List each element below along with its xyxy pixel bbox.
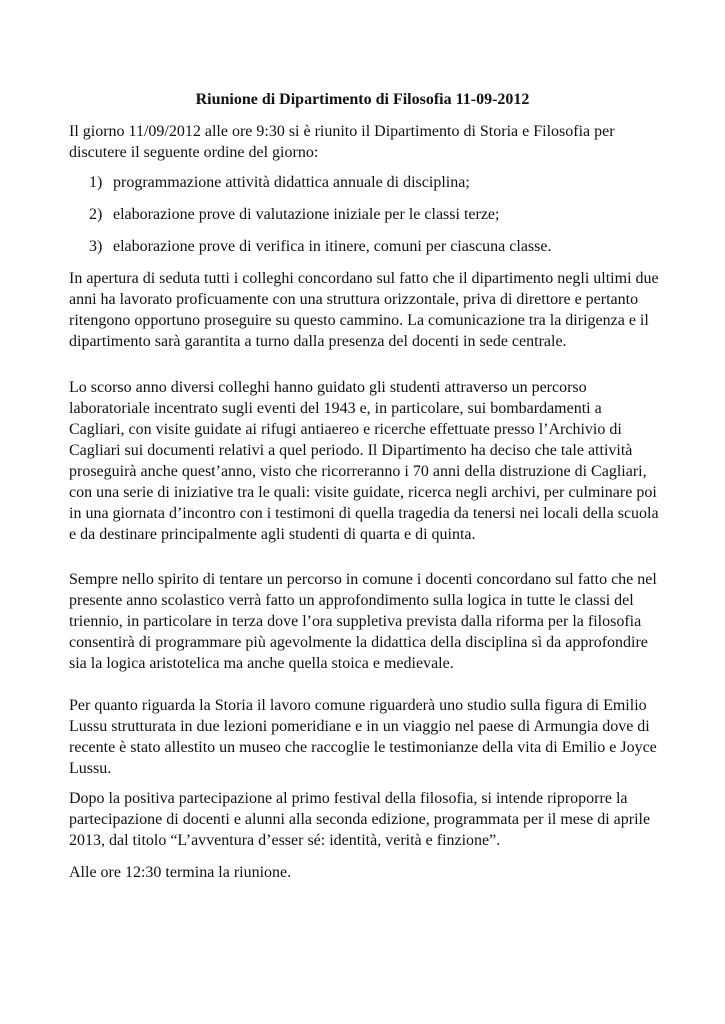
paragraph-cagliari: Lo scorso anno diversi colleghi hanno guidato gli studenti attraverso un percorso laboratoriale incentrato sugli eventi del 1943 e, in particolare, sui bombardamenti a Cagliari, con visite guidate ai rifugi antiaereo e ricerche effettuate presso l’Archivio di Cagliari sui documenti relativi a quel periodo. Il Dipartimento ha deciso che tale attività proseguirà anche quest’anno, visto che ricorreranno i 70 anni della distruzione di Cagliari, con una serie di iniziative tra le quali: visite guidate, ricerca negli archivi, per culminare poi in una giornata d’incontro con i testimoni di quella tragedia da tenersi nei locali della scuola e da destinare principalmente agli studenti di quarta e di quinta. (69, 379, 659, 543)
paragraph-festival: Dopo la positiva partecipazione al primo festival della filosofia, si intende riproporre la partecipazione di docenti e alunni alla seconda edizione, programmata per il mese di aprile 2013, dal titolo “L’avventura d’esser sé: identità, verità e finzione”. (69, 790, 651, 849)
paragraph-logica: Sempre nello spirito di tentare un percorso in comune i docenti concordano sul fatto che nel presente anno scolastico verrà fatto un approfondimento sulla logica in tutte le classi del triennio, in particolare in terza dove l’ora suppletiva prevista dalla riforma per la filosofia consentirà di programmare più agevolmente la didattica della disciplina sì da approfondire sia la logica aristotelica ma anche quella stoica e medievale. (69, 571, 657, 672)
agenda-number: 2) (89, 206, 103, 223)
intro-paragraph: Il giorno 11/09/2012 alle ore 9:30 si è riunito il Dipartimento di Storia e Filosofia per discutere il seguente ordine del giorno: (69, 123, 615, 161)
document-title: Riunione di Dipartimento di Filosofia 11-09-2012 (195, 91, 530, 108)
paragraph-storia: Per quanto riguarda la Storia il lavoro comune riguarderà uno studio sulla figura di Emilio Lussu strutturata in due lezioni pomeridiane e in un viaggio nel paese di Armungia dove di recente è stato allestito un museo che raccoglie le testimonianze della vita di Emilio e Joyce Lussu. (69, 697, 657, 777)
agenda-number: 3) (89, 238, 103, 255)
agenda-text: elaborazione prove di verifica in itinere, comuni per ciascuna classe. (113, 238, 552, 255)
paragraph-opening: In apertura di seduta tutti i colleghi concordano sul fatto che il dipartimento negli ultimi due anni ha lavorato proficuamente con una struttura orizzontale, priva di direttore e pertanto ritengono opportuno proseguire su questo cammino. La comunicazione tra la dirigenza e il dipartimento sarà garantita a turno dalla presenza del docenti in sede centrale. (69, 270, 659, 350)
closing-line: Alle ore 12:30 termina la riunione. (69, 864, 292, 881)
agenda-item (89, 172, 470, 193)
agenda-item (89, 204, 499, 225)
agenda-item (89, 236, 551, 257)
agenda-text: elaborazione prove di valutazione iniziale per le classi terze; (113, 206, 500, 223)
agenda-number: 1) (89, 174, 103, 191)
agenda-text: programmazione attività didattica annuale di disciplina; (113, 174, 470, 191)
